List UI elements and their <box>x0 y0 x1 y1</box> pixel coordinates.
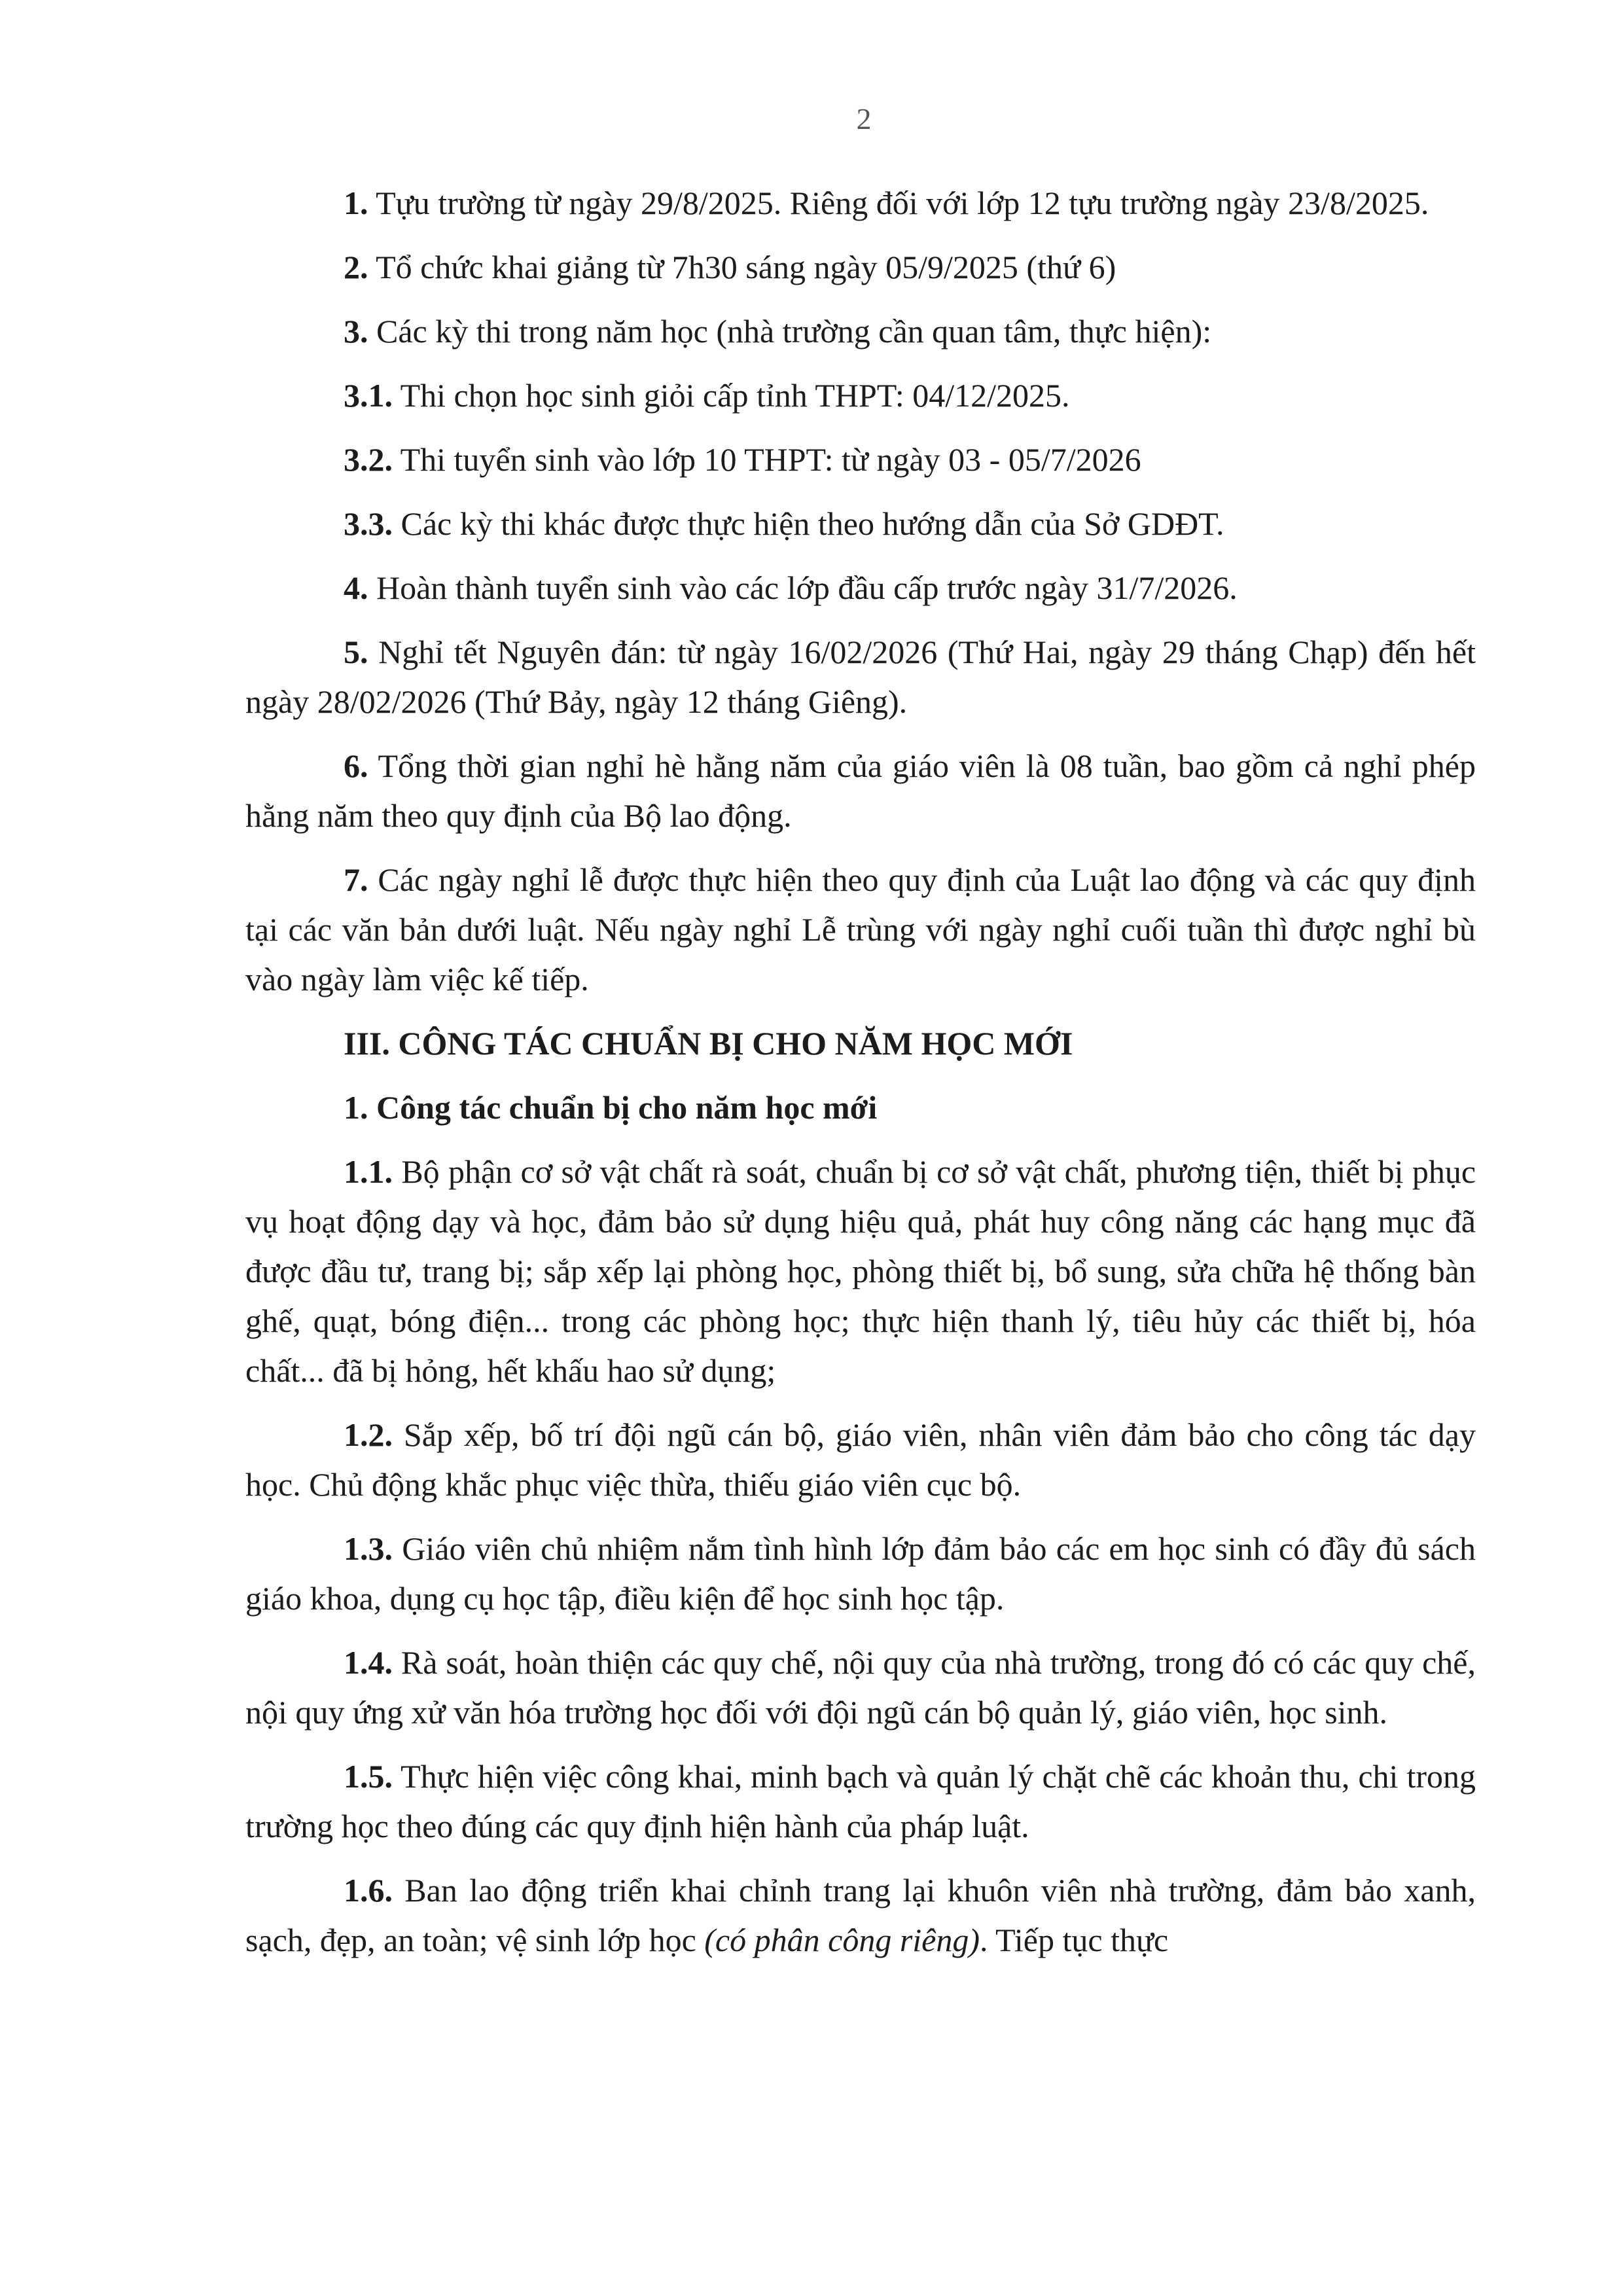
schedule-item-3-2: 3.2. Thi tuyển sinh vào lớp 10 THPT: từ ngày 03 - 05/7/2026 <box>344 441 1141 478</box>
schedule-item-7: 7. Các ngày nghỉ lễ được thực hiện theo quy định của Luật lao động và các quy định tại các văn bản dưới luật. Nếu ngày nghỉ Lễ trùng với ngày nghỉ cuối tuần thì được nghỉ bù vào ngày làm việc kế tiếp. <box>245 861 1476 997</box>
document-body <box>245 178 1476 1979</box>
prep-item-1-1: 1.1. Bộ phận cơ sở vật chất rà soát, chuẩn bị cơ sở vật chất, phương tiện, thiết bị phục vụ hoạt động dạy và học, đảm bảo sử dụng hiệu quả, phát huy công năng các hạng mục đã được đầu tư, trang bị; sắp xếp lại phòng học, phòng thiết bị, bổ sung, sửa chữa hệ thống bàn ghế, quạt, bóng điện... trong các phòng học; thực hiện thanh lý, tiêu hủy các thiết bị, hóa chất... đã bị hỏng, hết khấu hao sử dụng; <box>245 1153 1476 1389</box>
schedule-item-1: 1. Tựu trường từ ngày 29/8/2025. Riêng đối với lớp 12 tựu trường ngày 23/8/2025. <box>344 185 1429 221</box>
schedule-item-5: 5. Nghỉ tết Nguyên đán: từ ngày 16/02/2026 (Thứ Hai, ngày 29 tháng Chạp) đến hết ngày 28/02/2026 (Thứ Bảy, ngày 12 tháng Giêng). <box>245 634 1476 720</box>
schedule-item-6: 6. Tổng thời gian nghỉ hè hằng năm của giáo viên là 08 tuần, bao gồm cả nghỉ phép hằng năm theo quy định của Bộ lao động. <box>245 747 1476 834</box>
schedule-item-2: 2. Tổ chức khai giảng từ 7h30 sáng ngày 05/9/2025 (thứ 6) <box>344 249 1116 285</box>
schedule-item-3-3: 3.3. Các kỳ thi khác được thực hiện theo hướng dẫn của Sở GDĐT. <box>344 505 1224 542</box>
schedule-item-3-1: 3.1. Thi chọn học sinh giỏi cấp tỉnh THPT: 04/12/2025. <box>344 377 1070 414</box>
page-number: 2 <box>856 102 872 135</box>
section-heading: III. CÔNG TÁC CHUẨN BỊ CHO NĂM HỌC MỚI <box>344 1025 1073 1062</box>
prep-item-1-6: 1.6. Ban lao động triển khai chỉnh trang lại khuôn viên nhà trường, đảm bảo xanh, sạch, đẹp, an toàn; vệ sinh lớp học (có phân công riêng). Tiếp tục thực <box>245 1872 1476 1958</box>
italic-note: (có phân công riêng) <box>704 1922 980 1958</box>
prep-item-1-3: 1.3. Giáo viên chủ nhiệm nắm tình hình lớp đảm bảo các em học sinh có đầy đủ sách giáo khoa, dụng cụ học tập, điều kiện để học sinh học tập. <box>245 1530 1476 1617</box>
sub-heading: 1. Công tác chuẩn bị cho năm học mới <box>344 1089 878 1126</box>
schedule-item-3: 3. Các kỳ thi trong năm học (nhà trường cần quan tâm, thực hiện): <box>344 313 1212 350</box>
prep-item-1-2: 1.2. Sắp xếp, bố trí đội ngũ cán bộ, giáo viên, nhân viên đảm bảo cho công tác dạy học. Chủ động khắc phục việc thừa, thiếu giáo viên cục bộ. <box>245 1416 1476 1503</box>
prep-item-1-4: 1.4. Rà soát, hoàn thiện các quy chế, nội quy của nhà trường, trong đó có các quy chế, nội quy ứng xử văn hóa trường học đối với đội ngũ cán bộ quản lý, giáo viên, học sinh. <box>245 1644 1476 1731</box>
prep-item-1-5: 1.5. Thực hiện việc công khai, minh bạch và quản lý chặt chẽ các khoản thu, chi trong trường học theo đúng các quy định hiện hành của pháp luật. <box>245 1758 1476 1844</box>
schedule-item-4: 4. Hoàn thành tuyển sinh vào các lớp đầu cấp trước ngày 31/7/2026. <box>344 569 1238 606</box>
